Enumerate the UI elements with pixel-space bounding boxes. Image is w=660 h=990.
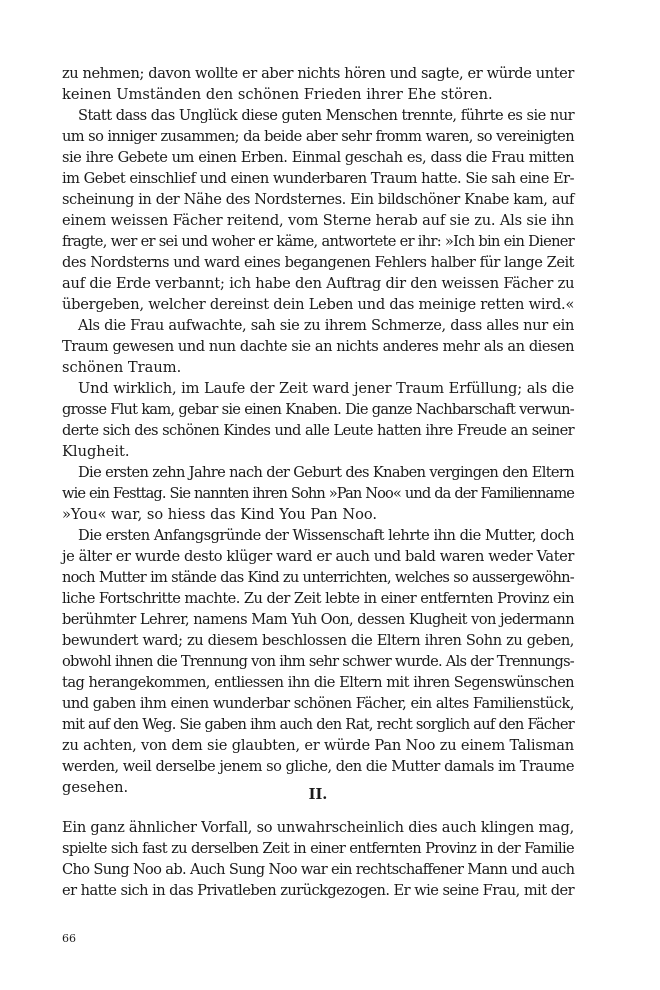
text-line: um so inniger zusammen; da beide aber sehr fromm waren, so vereinigten xyxy=(62,128,574,145)
text-line: einem weissen Fächer reitend, vom Sterne herab auf sie zu. Als sie ihn xyxy=(62,212,574,229)
text-line: Die ersten zehn Jahre nach der Geburt des Knaben vergingen den Eltern xyxy=(78,464,574,481)
text-line: auf die Erde verbannt; ich habe den Auftrag dir den weissen Fächer zu xyxy=(62,275,575,292)
text-line: wie ein Festtag. Sie nannten ihren Sohn »Pan Noo« und da der Familienname xyxy=(62,485,574,502)
text-line: berühmter Lehrer, namens Mam Yuh Oon, dessen Klugheit von jedermann xyxy=(62,611,574,628)
text-line: derte sich des schönen Kindes und alle Leute hatten ihre Freude an seiner xyxy=(62,422,574,439)
text-line: spielte sich fast zu derselben Zeit in einer entfernten Provinz in der Familie xyxy=(62,840,574,857)
body-text-top xyxy=(62,63,574,798)
text-line: obwohl ihnen die Trennung von ihm sehr schwer wurde. Als der Trennungs- xyxy=(62,653,574,670)
text-line: Als die Frau aufwachte, sah sie zu ihrem Schmerze, dass alles nur ein xyxy=(78,317,574,334)
text-line: Die ersten Anfangsgründe der Wissenschaft lehrte ihn die Mutter, doch xyxy=(78,527,574,544)
body-text-bottom xyxy=(62,817,574,901)
text-line: Statt dass das Unglück diese guten Menschen trennte, führte es sie nur xyxy=(78,107,574,124)
text-line: bewundert ward; zu diesem beschlossen die Eltern ihren Sohn zu geben, xyxy=(62,632,574,649)
text-line: Ein ganz ähnlicher Vorfall, so unwahrscheinlich dies auch klingen mag, xyxy=(62,819,574,836)
text-line: Klugheit. xyxy=(62,443,130,460)
text-line: liche Fortschritte machte. Zu der Zeit lebte in einer entfernten Provinz ein xyxy=(62,590,574,607)
text-line: je älter er wurde desto klüger ward er auch und bald waren weder Vater xyxy=(62,548,574,565)
text-line: er hatte sich in das Privatleben zurückgezogen. Er wie seine Frau, mit der xyxy=(62,882,574,899)
text-line: und gaben ihm einen wunderbar schönen Fächer, ein altes Familienstück, xyxy=(62,695,574,712)
text-line: Cho Sung Noo ab. Auch Sung Noo war ein rechtschaffener Mann und auch xyxy=(62,861,575,878)
page-number: 66 xyxy=(62,932,76,945)
text-line: »You« war, so hiess das Kind You Pan Noo. xyxy=(62,506,378,523)
section-heading: II. xyxy=(308,786,328,803)
text-line: Traum gewesen und nun dachte sie an nichts anderes mehr als an diesen xyxy=(62,338,574,355)
text-line: noch Mutter im stände das Kind zu unterrichten, welches so aussergewöhn- xyxy=(62,569,574,586)
text-line: scheinung in der Nähe des Nordsternes. Ein bildschöner Knabe kam, auf xyxy=(62,191,574,208)
text-line: zu achten, von dem sie glaubten, er würde Pan Noo zu einem Talisman xyxy=(62,737,574,754)
text-line: grosse Flut kam, gebar sie einen Knaben. Die ganze Nachbarschaft verwun- xyxy=(62,401,574,418)
text-line: Und wirklich, im Laufe der Zeit ward jener Traum Erfüllung; als die xyxy=(78,380,574,397)
text-line: fragte, wer er sei und woher er käme, antwortete er ihr: »Ich bin ein Diener xyxy=(62,233,574,250)
text-line: des Nordsterns und ward eines begangenen Fehlers halber für lange Zeit xyxy=(62,254,574,271)
text-line: im Gebet einschlief und einen wunderbaren Traum hatte. Sie sah eine Er- xyxy=(62,170,575,187)
text-line: zu nehmen; davon wollte er aber nichts hören und sagte, er würde unter xyxy=(62,65,574,82)
text-line: mit auf den Weg. Sie gaben ihm auch den Rat, recht sorglich auf den Fächer xyxy=(62,716,574,733)
text-line: tag herangekommen, entliessen ihn die Eltern mit ihren Segenswünschen xyxy=(62,674,574,691)
text-line: gesehen. xyxy=(62,779,129,796)
text-line: schönen Traum. xyxy=(62,359,182,376)
text-line: übergeben, welcher dereinst dein Leben und das meinige retten wird.« xyxy=(62,296,575,313)
text-line: sie ihre Gebete um einen Erben. Einmal geschah es, dass die Frau mitten xyxy=(62,149,574,166)
text-line: werden, weil derselbe jenem so gliche, den die Mutter damals im Traume xyxy=(62,758,574,775)
text-line: keinen Umständen den schönen Frieden ihrer Ehe stören. xyxy=(62,86,493,103)
